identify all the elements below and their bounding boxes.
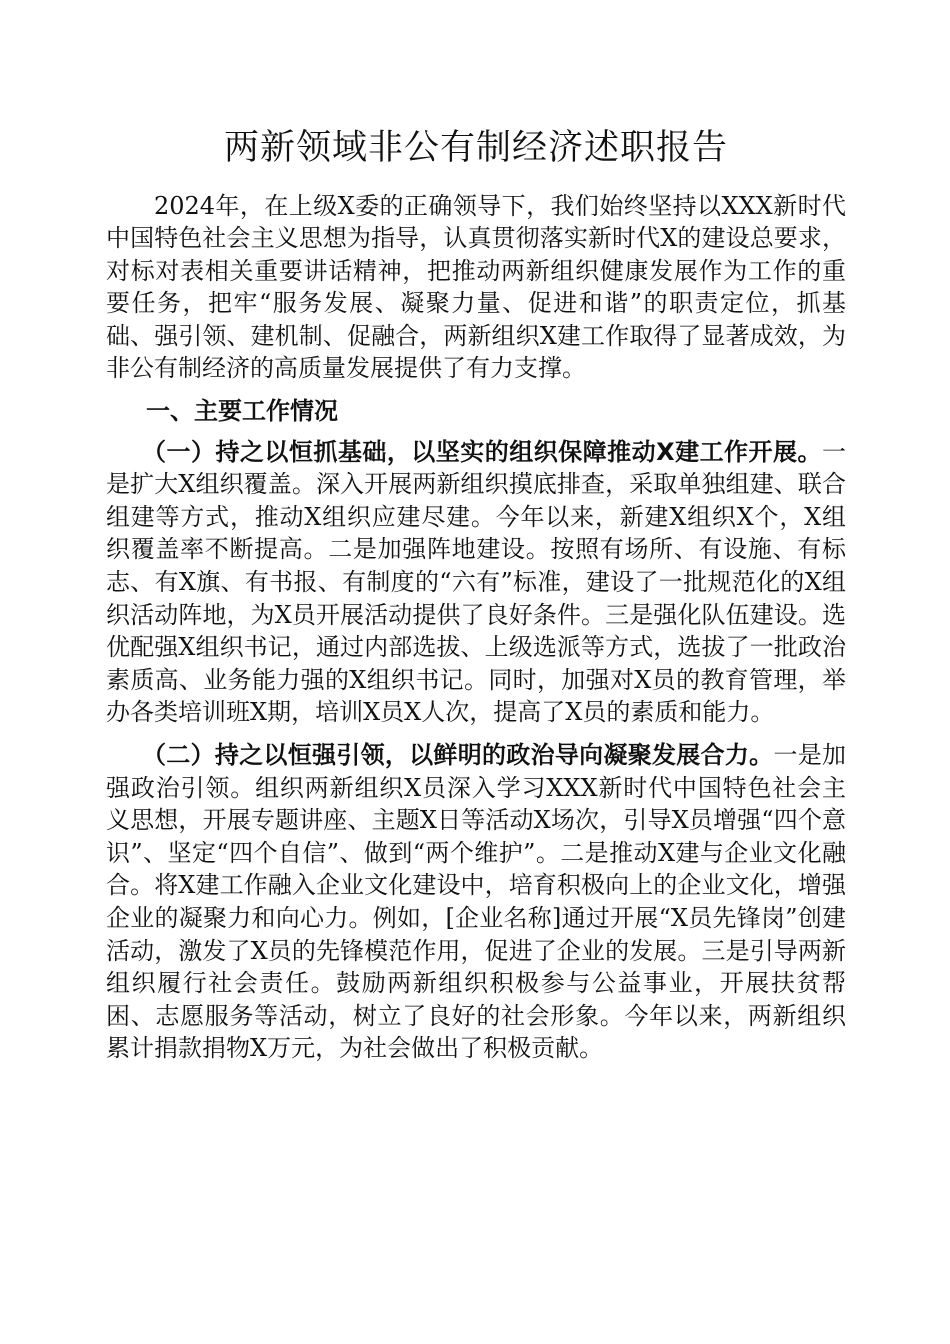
section-1-body: 一是扩大X组织覆盖。深入开展两新组织摸底排查，采取单独组建、联合组建等方式，推动X组织应建尽建。今年以来，新建X组织X个，X组织覆盖率不断提高。二是加强阵地建设。按照有场所、有设施、有标志、有X旗、有书报、有制度的“六有”标准，建设了一批规范化的X组织活动阵地，为X员开展活动提供了良好条件。三是强化队伍建设。选优配强X组织书记，通过内部选拔、上级选派等方式，选拔了一批政治素质高、业务能力强的X组织书记。同时，加强对X员的教育管理，举办各类培训班X期，培训X员X人次，提高了X员的素质和能力。 [106, 437, 846, 727]
section-2-lead: （二）持之以恒强引领，以鲜明的政治导向凝聚发展合力。 [142, 741, 774, 769]
section-paragraph-2 [106, 739, 846, 1065]
section-heading-main-work: 一、主要工作情况 [146, 397, 338, 426]
document-title: 两新领域非公有制经济述职报告 [223, 128, 728, 168]
section-2-body: 一是加强政治引领。组织两新组织X员深入学习XXX新时代中国特色社会主义思想，开展专题讲座、主题X日等活动X场次，引导X员增强“四个意识”、坚定“四个自信”、做到“两个维护”。二是推动X建与企业文化融合。将X建工作融入企业文化建设中，培育积极向上的企业文化，增强企业的凝聚力和向心力。例如，[企业名称]通过开展“X员先锋岗”创建活动，激发了X员的先锋模范作用，促进了企业的发展。三是引导两新组织履行社会责任。鼓励两新组织积极参与公益事业，开展扶贫帮困、志愿服务等活动，树立了良好的社会形象。今年以来，两新组织累计捐款捐物X万元，为社会做出了积极贡献。 [106, 741, 847, 1063]
intro-paragraph: 2024年，在上级X委的正确领导下，我们始终坚持以XXX新时代中国特色社会主义思想为指导，认真贯彻落实新时代X的建设总要求，对标对表相关重要讲话精神，把推动两新组织健康发展作为工作的重要任务，把牢“服务发展、凝聚力量、促进和谐”的职责定位，抓基础、强引领、建机制、促融合，两新组织X建工作取得了显著成效，为非公有制经济的高质量发展提供了有力支撑。 [106, 191, 846, 383]
section-paragraph-1 [106, 436, 846, 729]
section-1-lead: （一）持之以恒抓基础，以坚实的组织保障推动X建工作开展。 [142, 437, 822, 466]
